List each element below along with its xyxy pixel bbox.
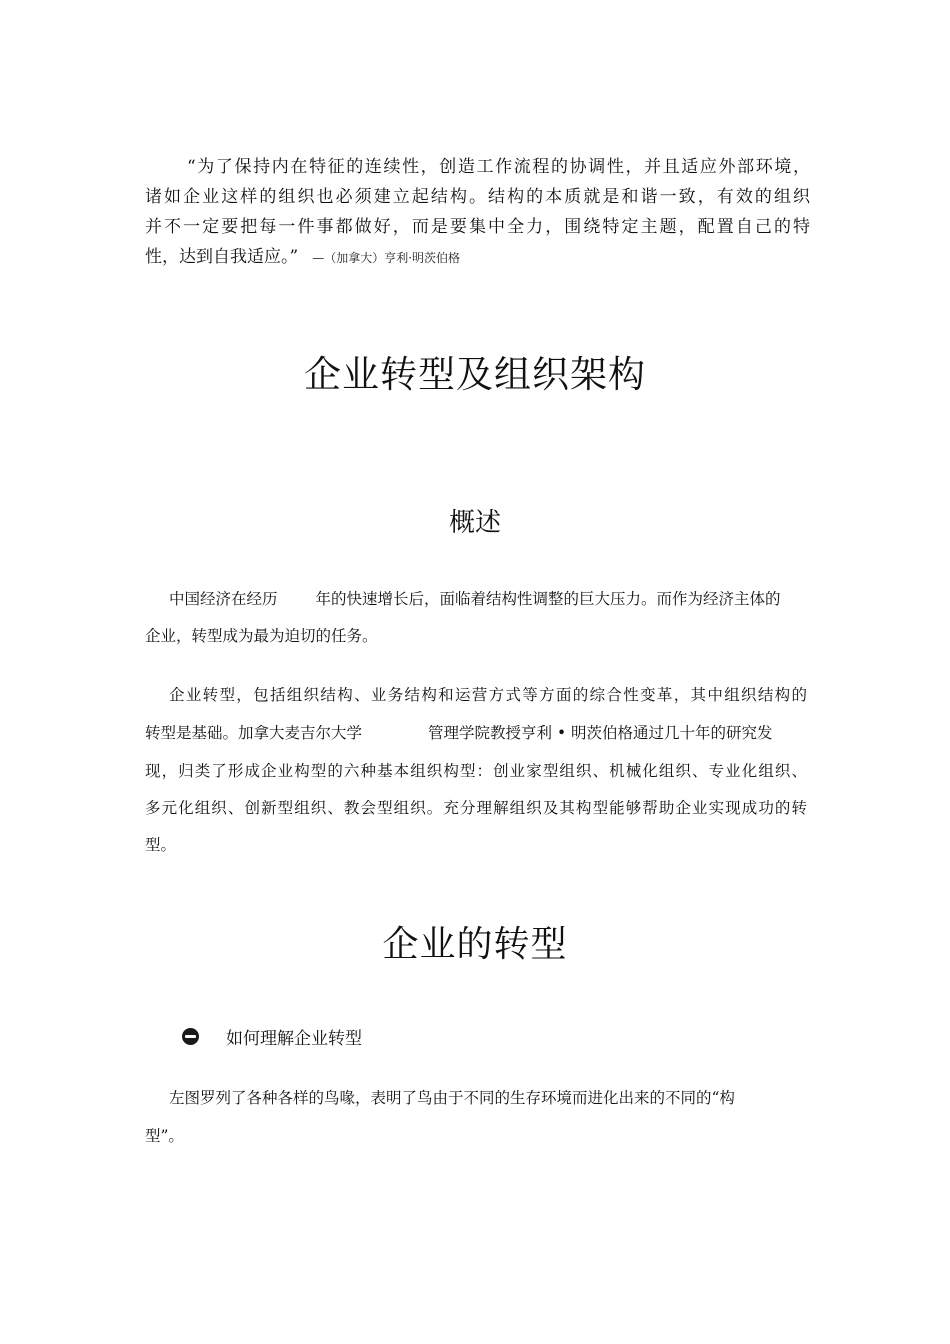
epigraph-line-4-text: 性，达到自我适应。” bbox=[145, 247, 299, 267]
transformation-p-line-2: 型”。 bbox=[145, 1127, 184, 1145]
overview-p2-line-2b: 管理学院教授亨利 • 明茨伯格通过几十年的研究发 bbox=[428, 724, 773, 742]
transformation-heading: 企业的转型 bbox=[382, 924, 568, 965]
overview-p1-line-1 bbox=[145, 588, 807, 610]
epigraph-line-2: 诸如企业这样的组织也必须建立起结构。结构的本质就是和谐一致，有效的组织 bbox=[145, 187, 810, 207]
overview-p1-line-2: 企业，转型成为最为迫切的任务。 bbox=[145, 627, 378, 645]
epigraph-line-4 bbox=[145, 245, 810, 270]
epigraph-line-3: 并不一定要把每一件事都做好，而是要集中全力，围绕特定主题，配置自己的特 bbox=[145, 217, 810, 237]
overview-p2-line-5: 型。 bbox=[145, 836, 177, 854]
overview-p2-line-2a: 转型是基础。加拿大麦吉尔大学 bbox=[145, 724, 363, 742]
transformation-p-line-1: 左图罗列了各种各样的鸟喙，表明了鸟由于不同的生存环境而进化出来的不同的“构 bbox=[169, 1089, 735, 1107]
overview-p2-line-4: 多元化组织、创新型组织、教会型组织。充分理解组织及其构型能够帮助企业实现成功的转 bbox=[145, 799, 807, 817]
document-title: 企业转型及组织架构 bbox=[304, 353, 646, 396]
bullet-item bbox=[182, 1026, 362, 1052]
bullet-text: 如何理解企业转型 bbox=[226, 1029, 362, 1049]
minus-circle-icon bbox=[182, 1028, 199, 1045]
overview-p1-line-1a: 中国经济在经历 bbox=[169, 590, 278, 608]
epigraph-attribution: —（加拿大）亨利·明茨伯格 bbox=[312, 251, 461, 265]
overview-p2-line-3: 现，归类了形成企业构型的六种基本组织构型：创业家型组织、机械化组织、专业化组织、 bbox=[145, 762, 807, 780]
overview-heading: 概述 bbox=[448, 508, 501, 538]
overview-p2-line-1: 企业转型，包括组织结构、业务结构和运营方式等方面的综合性变革，其中组织结构的 bbox=[169, 686, 807, 704]
overview-p1-line-1b: 年的快速增长后，面临着结构性调整的巨大压力。而作为经济主体的 bbox=[315, 590, 781, 608]
overview-p2-line-2 bbox=[145, 722, 807, 744]
epigraph-line-1: “为了保持内在特征的连续性，创造工作流程的协调性，并且适应外部环境， bbox=[187, 157, 810, 177]
